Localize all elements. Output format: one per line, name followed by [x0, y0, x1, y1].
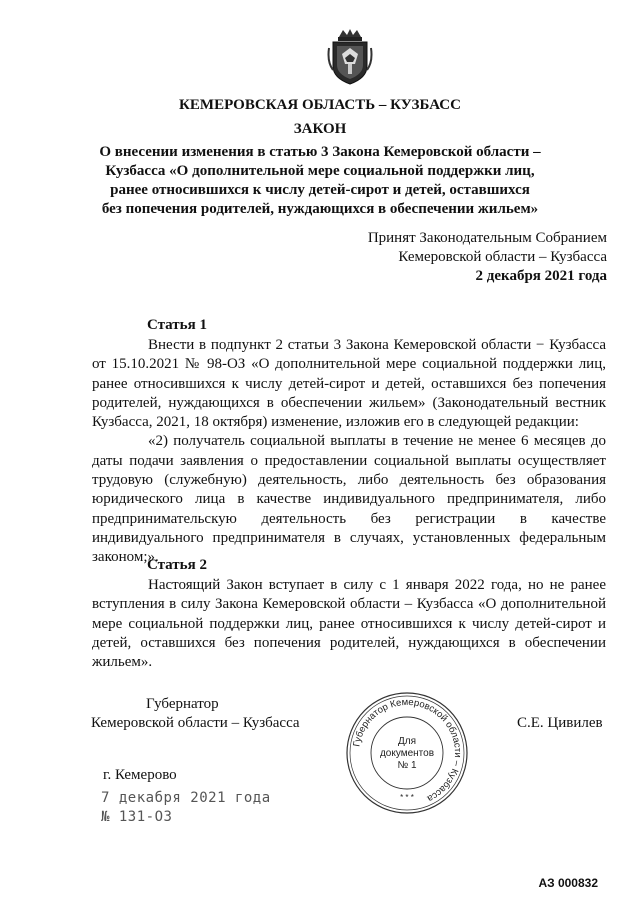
signatory-name: С.Е. Цивилев: [517, 715, 603, 731]
article-1-paragraph: «2) получатель социальной выплаты в течение не менее 6 месяцев до даты подачи заявления о предоставлении социальной выплаты осуществляет трудовую (служебную) деятельность, либо деятельность без образования юридического лица в качестве индивидуального предпринимателя, либо предпринимательскую деятельность без регистрации в качестве индивидуального предпринимателя в случаях, установленных федеральным законом;».: [92, 433, 606, 566]
stamp-ring-text: Губернатор Кемеровской области – Кузбасса: [351, 696, 464, 805]
signatory-region: Кемеровской области – Кузбасса: [91, 715, 300, 731]
official-stamp: [344, 690, 470, 816]
subject-line: ранее относившихся к числу детей-сирот и детей, оставшихся: [110, 182, 530, 198]
subject-line: Кузбасса «О дополнительной мере социальной поддержки лиц,: [105, 163, 535, 179]
signatory-title: Губернатор: [146, 696, 219, 712]
adopted-line: Принят Законодательным Собранием: [367, 230, 607, 246]
article-2-body: [92, 576, 606, 672]
coat-of-arms-emblem: [327, 28, 373, 86]
adopted-date: 2 декабря 2021 года: [475, 268, 607, 284]
article-1-paragraph: Внести в подпункт 2 статьи 3 Закона Кемеровской области − Кузбасса от 15.10.2021 № 98-ОЗ «О дополнительной мере социальной поддержки лиц, ранее относившихся к числу детей-сирот и детей, оставшихся без попечения родителей, нуждающихся в обеспечении жильем» (Законодательный вестник Кузбасса, 2021, 18 октября) изменение, изложив его в следующей редакции:: [92, 337, 606, 431]
place-of-signing: г. Кемерово: [103, 767, 177, 783]
subject-line: О внесении изменения в статью 3 Закона Кемеровской области –: [99, 144, 541, 160]
region-title: КЕМЕРОВСКАЯ ОБЛАСТЬ – КУЗБАСС: [179, 97, 461, 113]
stamp-stars: * * *: [400, 793, 414, 802]
subject-line: без попечения родителей, нуждающихся в обеспечении жильем»: [101, 201, 539, 217]
stamp-center-line: документов: [379, 748, 435, 759]
article-2-paragraph: Настоящий Закон вступает в силу с 1 января 2022 года, но не ранее вступления в силу Закона Кемеровской области – Кузбасса «О дополнительной мере социальной поддержки лиц, ранее относившихся к числу детей-сирот и детей, оставшихся без попечения родителей, нуждающихся в обеспечении жильем».: [92, 577, 606, 671]
stamp-center-line: № 1: [397, 760, 417, 771]
article-1-body: [92, 336, 606, 568]
article-2-heading: Статья 2: [147, 557, 207, 573]
article-1-heading: Статья 1: [147, 317, 207, 333]
adoption-block: [368, 229, 607, 286]
document-type: ЗАКОН: [293, 121, 347, 137]
serial-number: АЗ 000832: [538, 876, 598, 890]
law-subject: [0, 143, 640, 219]
adopted-line: Кемеровской области – Кузбасса: [398, 249, 607, 265]
stamp-center-line: Для: [397, 736, 417, 747]
typed-law-number: № 131-ОЗ: [101, 809, 173, 825]
typed-date: 7 декабря 2021 года: [101, 790, 271, 806]
